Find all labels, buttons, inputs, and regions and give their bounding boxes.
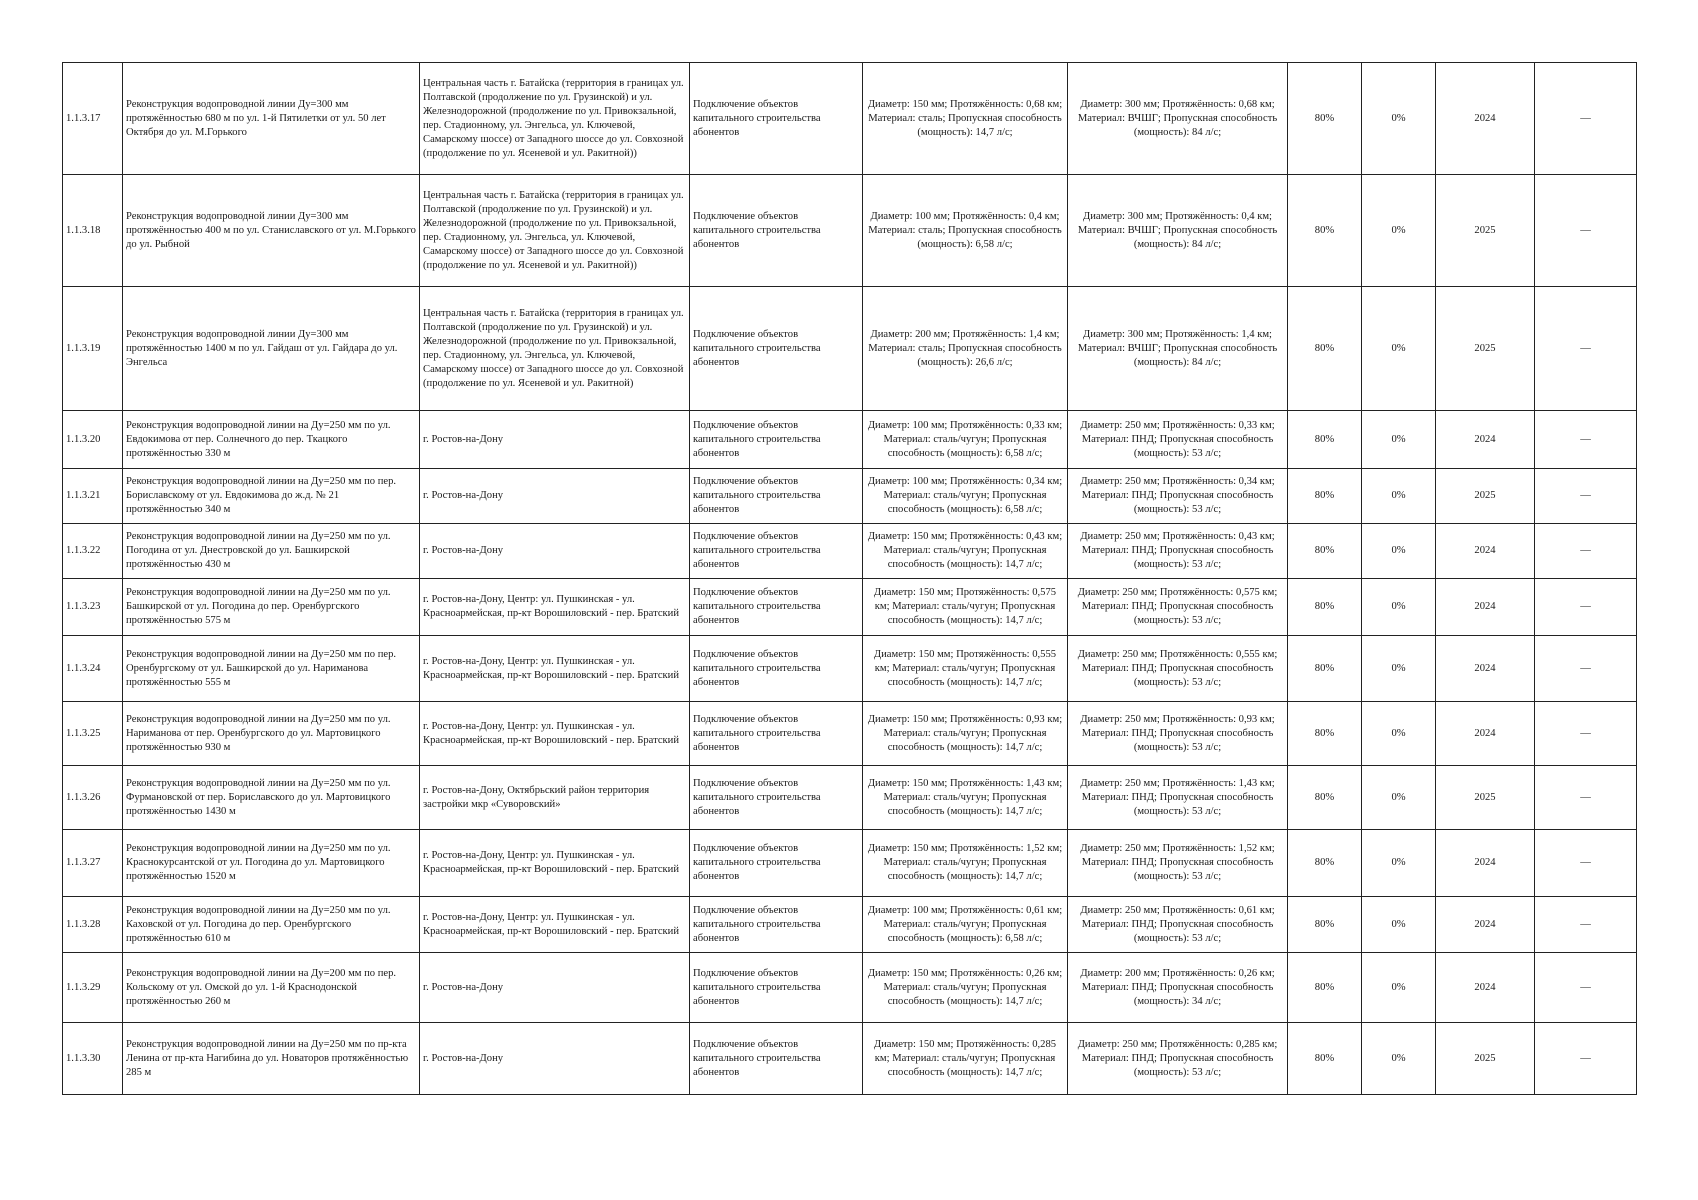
table-row <box>63 1023 1637 1095</box>
location-cell: Центральная часть г. Батайска (территория в границах ул. Полтавской (продолжение по ул. Грузинской) и ул. Железнодорожной (продолжение по ул. Привокзальной, пер. Стадионному, ул. Энгельса, ул. Ключевой, Самарскому шоссе) от Западного шоссе до ул. Совхозной (продолжение по ул. Ясеневой и ул. Ракитной)) <box>420 175 690 287</box>
params-before-cell: Диаметр: 150 мм; Протяжённость: 0,575 км; Материал: сталь/чугун; Пропускная способность (мощность): 14,7 л/с; <box>863 579 1068 636</box>
reconstruction-table <box>62 62 1637 1095</box>
location-cell: г. Ростов-на-Дону <box>420 953 690 1023</box>
purpose-cell: Подключение объектов капитального строительства абонентов <box>690 579 863 636</box>
note-cell: — <box>1535 897 1637 953</box>
note-cell: — <box>1535 766 1637 830</box>
row-code-cell: 1.1.3.25 <box>63 702 123 766</box>
params-after-cell: Диаметр: 300 мм; Протяжённость: 0,4 км; Материал: ВЧШГ; Пропускная способность (мощность): 84 л/с; <box>1068 175 1288 287</box>
params-before-cell: Диаметр: 150 мм; Протяжённость: 1,52 км; Материал: сталь/чугун; Пропускная способность (мощность): 14,7 л/с; <box>863 830 1068 897</box>
year-cell: 2025 <box>1436 766 1535 830</box>
location-cell: г. Ростов-на-Дону <box>420 469 690 524</box>
year-cell: 2024 <box>1436 953 1535 1023</box>
year-cell: 2024 <box>1436 636 1535 702</box>
object-name-cell: Реконструкция водопроводной линии на Ду=250 мм по ул. Погодина от ул. Днестровской до ул. Башкирской протяжённостью 430 м <box>123 524 420 579</box>
year-cell: 2025 <box>1436 469 1535 524</box>
wear-after-cell: 0% <box>1362 953 1436 1023</box>
wear-after-cell: 0% <box>1362 411 1436 469</box>
location-cell: г. Ростов-на-Дону, Центр: ул. Пушкинская - ул. Красноармейская, пр-кт Ворошиловский - пер. Братский <box>420 702 690 766</box>
wear-after-cell: 0% <box>1362 702 1436 766</box>
row-code-cell: 1.1.3.26 <box>63 766 123 830</box>
wear-before-cell: 80% <box>1288 953 1362 1023</box>
object-name-cell: Реконструкция водопроводной линии на Ду=250 мм по пер. Бориславскому от ул. Евдокимова до ж.д. № 21 протяжённостью 340 м <box>123 469 420 524</box>
row-code-cell: 1.1.3.22 <box>63 524 123 579</box>
wear-after-cell: 0% <box>1362 636 1436 702</box>
table-row <box>63 469 1637 524</box>
wear-before-cell: 80% <box>1288 63 1362 175</box>
row-code-cell: 1.1.3.30 <box>63 1023 123 1095</box>
purpose-cell: Подключение объектов капитального строительства абонентов <box>690 1023 863 1095</box>
location-cell: г. Ростов-на-Дону, Центр: ул. Пушкинская - ул. Красноармейская, пр-кт Ворошиловский - пер. Братский <box>420 897 690 953</box>
params-after-cell: Диаметр: 250 мм; Протяжённость: 0,285 км; Материал: ПНД; Пропускная способность (мощность): 53 л/с; <box>1068 1023 1288 1095</box>
row-code-cell: 1.1.3.29 <box>63 953 123 1023</box>
purpose-cell: Подключение объектов капитального строительства абонентов <box>690 63 863 175</box>
params-before-cell: Диаметр: 150 мм; Протяжённость: 0,43 км; Материал: сталь/чугун; Пропускная способность (мощность): 14,7 л/с; <box>863 524 1068 579</box>
object-name-cell: Реконструкция водопроводной линии на Ду=250 мм по ул. Каховской от ул. Погодина до пер. Оренбургского протяжённостью 610 м <box>123 897 420 953</box>
params-after-cell: Диаметр: 250 мм; Протяжённость: 0,61 км; Материал: ПНД; Пропускная способность (мощность): 53 л/с; <box>1068 897 1288 953</box>
params-before-cell: Диаметр: 150 мм; Протяжённость: 0,555 км; Материал: сталь/чугун; Пропускная способность (мощность): 14,7 л/с; <box>863 636 1068 702</box>
wear-before-cell: 80% <box>1288 830 1362 897</box>
row-code-cell: 1.1.3.28 <box>63 897 123 953</box>
params-before-cell: Диаметр: 200 мм; Протяжённость: 1,4 км; Материал: сталь; Пропускная способность (мощность): 26,6 л/с; <box>863 287 1068 411</box>
wear-before-cell: 80% <box>1288 702 1362 766</box>
object-name-cell: Реконструкция водопроводной линии на Ду=250 мм по ул. Башкирской от ул. Погодина до пер. Оренбургского протяжённостью 575 м <box>123 579 420 636</box>
table-row <box>63 411 1637 469</box>
note-cell: — <box>1535 411 1637 469</box>
note-cell: — <box>1535 524 1637 579</box>
purpose-cell: Подключение объектов капитального строительства абонентов <box>690 702 863 766</box>
object-name-cell: Реконструкция водопроводной линии на Ду=250 мм по пр-кта Ленина от пр-кта Нагибина до ул. Новаторов протяжённостью 285 м <box>123 1023 420 1095</box>
params-before-cell: Диаметр: 100 мм; Протяжённость: 0,4 км; Материал: сталь; Пропускная способность (мощность): 6,58 л/с; <box>863 175 1068 287</box>
purpose-cell: Подключение объектов капитального строительства абонентов <box>690 469 863 524</box>
location-cell: Центральная часть г. Батайска (территория в границах ул. Полтавской (продолжение по ул. Грузинской) и ул. Железнодорожной (продолжение по ул. Привокзальной, пер. Стадионному, ул. Энгельса, ул. Ключевой, Самарскому шоссе) от Западного шоссе до ул. Совхозной (продолжение по ул. Ясеневой и ул. Ракитной) <box>420 287 690 411</box>
params-after-cell: Диаметр: 250 мм; Протяжённость: 1,52 км; Материал: ПНД; Пропускная способность (мощность): 53 л/с; <box>1068 830 1288 897</box>
object-name-cell: Реконструкция водопроводной линии на Ду=250 мм по ул. Нариманова от пер. Оренбургского до ул. Мартовицкого протяжённостью 930 м <box>123 702 420 766</box>
purpose-cell: Подключение объектов капитального строительства абонентов <box>690 524 863 579</box>
params-after-cell: Диаметр: 300 мм; Протяжённость: 1,4 км; Материал: ВЧШГ; Пропускная способность (мощность): 84 л/с; <box>1068 287 1288 411</box>
object-name-cell: Реконструкция водопроводной линии Ду=300 мм протяжённостью 1400 м по ул. Гайдаш от ул. Гайдара до ул. Энгельса <box>123 287 420 411</box>
params-after-cell: Диаметр: 250 мм; Протяжённость: 0,34 км; Материал: ПНД; Пропускная способность (мощность): 53 л/с; <box>1068 469 1288 524</box>
table-row <box>63 953 1637 1023</box>
object-name-cell: Реконструкция водопроводной линии на Ду=250 мм по ул. Краснокурсантской от ул. Погодина до ул. Мартовицкого протяжённостью 1520 м <box>123 830 420 897</box>
row-code-cell: 1.1.3.21 <box>63 469 123 524</box>
row-code-cell: 1.1.3.23 <box>63 579 123 636</box>
location-cell: г. Ростов-на-Дону <box>420 411 690 469</box>
wear-before-cell: 80% <box>1288 1023 1362 1095</box>
wear-after-cell: 0% <box>1362 63 1436 175</box>
table-row <box>63 175 1637 287</box>
year-cell: 2025 <box>1436 287 1535 411</box>
note-cell: — <box>1535 469 1637 524</box>
table-row <box>63 636 1637 702</box>
year-cell: 2024 <box>1436 63 1535 175</box>
object-name-cell: Реконструкция водопроводной линии на Ду=250 мм по пер. Оренбургскому от ул. Башкирской до ул. Нариманова протяжённостью 555 м <box>123 636 420 702</box>
note-cell: — <box>1535 1023 1637 1095</box>
params-after-cell: Диаметр: 250 мм; Протяжённость: 0,43 км; Материал: ПНД; Пропускная способность (мощность): 53 л/с; <box>1068 524 1288 579</box>
note-cell: — <box>1535 287 1637 411</box>
location-cell: г. Ростов-на-Дону, Центр: ул. Пушкинская - ул. Красноармейская, пр-кт Ворошиловский - пер. Братский <box>420 636 690 702</box>
params-after-cell: Диаметр: 250 мм; Протяжённость: 0,93 км; Материал: ПНД; Пропускная способность (мощность): 53 л/с; <box>1068 702 1288 766</box>
note-cell: — <box>1535 953 1637 1023</box>
purpose-cell: Подключение объектов капитального строительства абонентов <box>690 830 863 897</box>
table-row <box>63 897 1637 953</box>
location-cell: г. Ростов-на-Дону, Центр: ул. Пушкинская - ул. Красноармейская, пр-кт Ворошиловский - пер. Братский <box>420 830 690 897</box>
year-cell: 2024 <box>1436 830 1535 897</box>
purpose-cell: Подключение объектов капитального строительства абонентов <box>690 287 863 411</box>
wear-after-cell: 0% <box>1362 766 1436 830</box>
year-cell: 2024 <box>1436 702 1535 766</box>
purpose-cell: Подключение объектов капитального строительства абонентов <box>690 411 863 469</box>
object-name-cell: Реконструкция водопроводной линии на Ду=250 мм по ул. Евдокимова от пер. Солнечного до пер. Ткацкого протяжённостью 330 м <box>123 411 420 469</box>
object-name-cell: Реконструкция водопроводной линии Ду=300 мм протяжённостью 400 м по ул. Станиславского от ул. М.Горького до ул. Рыбной <box>123 175 420 287</box>
params-before-cell: Диаметр: 100 мм; Протяжённость: 0,34 км; Материал: сталь/чугун; Пропускная способность (мощность): 6,58 л/с; <box>863 469 1068 524</box>
row-code-cell: 1.1.3.19 <box>63 287 123 411</box>
location-cell: г. Ростов-на-Дону, Центр: ул. Пушкинская - ул. Красноармейская, пр-кт Ворошиловский - пер. Братский <box>420 579 690 636</box>
table-row <box>63 524 1637 579</box>
wear-after-cell: 0% <box>1362 579 1436 636</box>
location-cell: г. Ростов-на-Дону, Октябрьский район территория застройки мкр «Суворовский» <box>420 766 690 830</box>
params-after-cell: Диаметр: 250 мм; Протяжённость: 0,555 км; Материал: ПНД; Пропускная способность (мощность): 53 л/с; <box>1068 636 1288 702</box>
wear-before-cell: 80% <box>1288 175 1362 287</box>
note-cell: — <box>1535 702 1637 766</box>
note-cell: — <box>1535 579 1637 636</box>
wear-before-cell: 80% <box>1288 766 1362 830</box>
wear-before-cell: 80% <box>1288 411 1362 469</box>
note-cell: — <box>1535 830 1637 897</box>
row-code-cell: 1.1.3.20 <box>63 411 123 469</box>
object-name-cell: Реконструкция водопроводной линии на Ду=200 мм по пер. Кольскому от ул. Омской до ул. 1-й Краснодонской протяжённостью 260 м <box>123 953 420 1023</box>
params-after-cell: Диаметр: 250 мм; Протяжённость: 0,33 км; Материал: ПНД; Пропускная способность (мощность): 53 л/с; <box>1068 411 1288 469</box>
purpose-cell: Подключение объектов капитального строительства абонентов <box>690 175 863 287</box>
purpose-cell: Подключение объектов капитального строительства абонентов <box>690 953 863 1023</box>
wear-after-cell: 0% <box>1362 830 1436 897</box>
wear-before-cell: 80% <box>1288 524 1362 579</box>
wear-after-cell: 0% <box>1362 897 1436 953</box>
table-row <box>63 579 1637 636</box>
params-before-cell: Диаметр: 150 мм; Протяжённость: 0,26 км; Материал: сталь/чугун; Пропускная способность (мощность): 14,7 л/с; <box>863 953 1068 1023</box>
table-row <box>63 830 1637 897</box>
row-code-cell: 1.1.3.24 <box>63 636 123 702</box>
table-row <box>63 287 1637 411</box>
note-cell: — <box>1535 63 1637 175</box>
params-after-cell: Диаметр: 250 мм; Протяжённость: 0,575 км; Материал: ПНД; Пропускная способность (мощность): 53 л/с; <box>1068 579 1288 636</box>
object-name-cell: Реконструкция водопроводной линии на Ду=250 мм по ул. Фурмановской от пер. Бориславского до ул. Мартовицкого протяжённостью 1430 м <box>123 766 420 830</box>
year-cell: 2025 <box>1436 1023 1535 1095</box>
year-cell: 2024 <box>1436 524 1535 579</box>
note-cell: — <box>1535 636 1637 702</box>
wear-before-cell: 80% <box>1288 287 1362 411</box>
year-cell: 2024 <box>1436 579 1535 636</box>
table-row <box>63 702 1637 766</box>
params-before-cell: Диаметр: 150 мм; Протяжённость: 0,93 км; Материал: сталь/чугун; Пропускная способность (мощность): 14,7 л/с; <box>863 702 1068 766</box>
row-code-cell: 1.1.3.17 <box>63 63 123 175</box>
params-before-cell: Диаметр: 150 мм; Протяжённость: 1,43 км; Материал: сталь/чугун; Пропускная способность (мощность): 14,7 л/с; <box>863 766 1068 830</box>
wear-before-cell: 80% <box>1288 636 1362 702</box>
wear-after-cell: 0% <box>1362 1023 1436 1095</box>
params-after-cell: Диаметр: 250 мм; Протяжённость: 1,43 км; Материал: ПНД; Пропускная способность (мощность): 53 л/с; <box>1068 766 1288 830</box>
wear-before-cell: 80% <box>1288 897 1362 953</box>
year-cell: 2024 <box>1436 897 1535 953</box>
note-cell: — <box>1535 175 1637 287</box>
params-before-cell: Диаметр: 100 мм; Протяжённость: 0,61 км; Материал: сталь/чугун; Пропускная способность (мощность): 6,58 л/с; <box>863 897 1068 953</box>
wear-before-cell: 80% <box>1288 469 1362 524</box>
row-code-cell: 1.1.3.27 <box>63 830 123 897</box>
params-before-cell: Диаметр: 100 мм; Протяжённость: 0,33 км; Материал: сталь/чугун; Пропускная способность (мощность): 6,58 л/с; <box>863 411 1068 469</box>
wear-after-cell: 0% <box>1362 175 1436 287</box>
purpose-cell: Подключение объектов капитального строительства абонентов <box>690 636 863 702</box>
table-row <box>63 766 1637 830</box>
row-code-cell: 1.1.3.18 <box>63 175 123 287</box>
wear-before-cell: 80% <box>1288 579 1362 636</box>
wear-after-cell: 0% <box>1362 524 1436 579</box>
wear-after-cell: 0% <box>1362 469 1436 524</box>
object-name-cell: Реконструкция водопроводной линии Ду=300 мм протяжённостью 680 м по ул. 1-й Пятилетки от ул. 50 лет Октября до ул. М.Горького <box>123 63 420 175</box>
location-cell: г. Ростов-на-Дону <box>420 524 690 579</box>
purpose-cell: Подключение объектов капитального строительства абонентов <box>690 766 863 830</box>
location-cell: г. Ростов-на-Дону <box>420 1023 690 1095</box>
year-cell: 2024 <box>1436 411 1535 469</box>
year-cell: 2025 <box>1436 175 1535 287</box>
params-before-cell: Диаметр: 150 мм; Протяжённость: 0,68 км; Материал: сталь; Пропускная способность (мощность): 14,7 л/с; <box>863 63 1068 175</box>
params-after-cell: Диаметр: 300 мм; Протяжённость: 0,68 км; Материал: ВЧШГ; Пропускная способность (мощность): 84 л/с; <box>1068 63 1288 175</box>
location-cell: Центральная часть г. Батайска (территория в границах ул. Полтавской (продолжение по ул. Грузинской) и ул. Железнодорожной (продолжение по ул. Привокзальной, пер. Стадионному, ул. Энгельса, ул. Ключевой, Самарскому шоссе) от Западного шоссе до ул. Совхозной (продолжение по ул. Ясеневой и ул. Ракитной)) <box>420 63 690 175</box>
purpose-cell: Подключение объектов капитального строительства абонентов <box>690 897 863 953</box>
table-row <box>63 63 1637 175</box>
table-body <box>63 63 1637 1095</box>
wear-after-cell: 0% <box>1362 287 1436 411</box>
params-before-cell: Диаметр: 150 мм; Протяжённость: 0,285 км; Материал: сталь/чугун; Пропускная способность (мощность): 14,7 л/с; <box>863 1023 1068 1095</box>
params-after-cell: Диаметр: 200 мм; Протяжённость: 0,26 км; Материал: ПНД; Пропускная способность (мощность): 34 л/с; <box>1068 953 1288 1023</box>
